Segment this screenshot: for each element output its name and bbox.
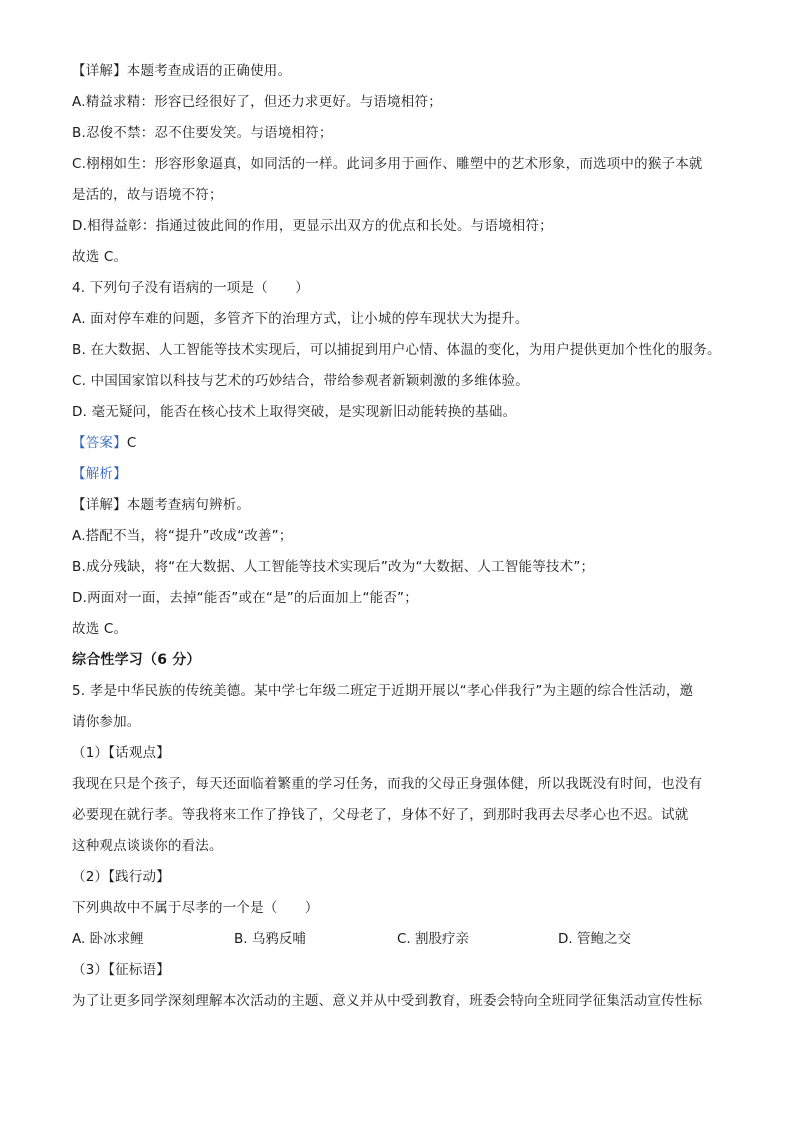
detail-line-1: 【详解】本题考查成语的正确使用。 [72,63,292,79]
viewpoint-line-1: 我现在只是个孩子，每天还面临着繁重的学习任务，而我的父母正身强体健，所以我既没有时间，也没有 [72,776,703,792]
q5-option-a: A. 卧冰求鲤 [72,931,144,947]
q4-option-a: A. 面对停车难的问题，多管齐下的治理方式，让小城的停车现状大为提升。 [72,311,529,327]
answer-line [72,434,136,452]
sub-question-2-prompt: 下列典故中不属于尽孝的一个是（ ） [72,900,319,916]
analysis-b: B.成分残缺，将“在大数据、人工智能等技术实现后”改为“大数据、人工智能等技术”； [72,559,595,575]
q4-option-d: D. 毫无疑问，能否在核心技术上取得突破，是实现新旧动能转换的基础。 [72,404,517,420]
answer-value: C [126,435,137,451]
explanation-c-cont: 是活的，故与语境不符； [72,187,223,203]
q4-option-b: B. 在大数据、人工智能等技术实现后，可以捕捉到用户心情、体温的变化，为用户提供更加个性化的服务。 [72,342,721,358]
sub-question-1: （1）【话观点】 [72,745,170,761]
viewpoint-line-2: 必要现在就行孝。等我将来工作了挣钱了，父母老了，身体不好了，到那时我再去尽孝心也不迟。试就 [72,807,689,823]
q4-option-c: C. 中国国家馆以科技与艺术的巧妙结合，带给参观者新颖刺激的多维体验。 [72,373,530,389]
explanation-c: C.栩栩如生：形容形象逼真，如同活的一样。此词多用于画作、雕塑中的艺术形象，而选项中的猴子本就 [72,156,703,172]
section-heading: 综合性学习（6 分） [72,652,201,668]
question-4: 4. 下列句子没有语病的一项是（ ） [72,280,309,296]
viewpoint-line-3: 这种观点谈谈你的看法。 [72,838,223,854]
answer-label: 【答案】 [72,435,127,451]
sub-question-2: （2）【践行动】 [72,869,170,885]
analysis-d: D.两面对一面，去掉“能否”或在“是”的后面加上“能否”； [72,590,418,606]
question-5-cont: 请你参加。 [72,714,141,730]
q5-option-c: C. 割股疗亲 [397,931,470,947]
analysis-a: A.搭配不当，将“提升”改成“改善”； [72,528,293,544]
choose-c-1: 故选 C。 [72,249,128,265]
analysis-label: 【解析】 [72,466,127,482]
q5-option-b: B. 乌鸦反哺 [234,931,306,947]
explanation-d: D.相得益彰：指通过彼此间的作用，更显示出双方的优点和长处。与语境相符； [72,218,553,234]
question-5: 5. 孝是中华民族的传统美德。某中学七年级二班定于近期开展以“孝心伴我行”为主题的综合性活动，邀 [72,683,694,699]
explanation-b: B.忍俊不禁：忍不住要发笑。与语境相符； [72,125,333,141]
detail-line-2: 【详解】本题考查病句辨析。 [72,497,251,513]
choose-c-2: 故选 C。 [72,621,128,637]
explanation-a: A.精益求精：形容已经很好了，但还力求更好。与语境相符； [72,94,442,110]
q5-option-d: D. 管鲍之交 [558,931,631,947]
sub-question-3: （3）【征标语】 [72,962,170,978]
slogan-prompt: 为了让更多同学深刻理解本次活动的主题、意义并从中受到教育，班委会特向全班同学征集活动宣传性标 [72,993,703,1009]
